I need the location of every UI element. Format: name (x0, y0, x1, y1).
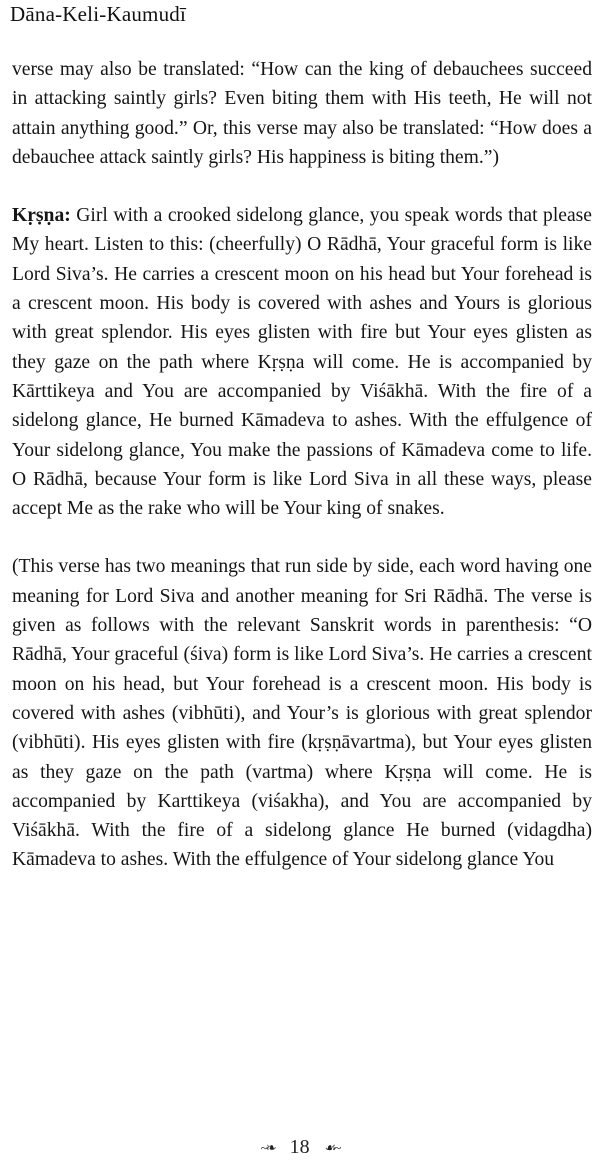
speaker-label: Kṛṣṇa: (12, 205, 71, 227)
paragraph-1 (12, 55, 592, 172)
paragraph-1-text: verse may also be translated: “How can the king of debauchees succeed in attacking saintly girls? Even biting them with His teeth, He will not attain anything good.” Or, this verse may also be translated: “How does a debauchee attack saintly girls? His happiness is biting them.”) (12, 59, 592, 168)
left-ornament-icon: ~❧ (260, 1140, 275, 1156)
paragraph-2-text: Girl with a crooked sidelong glance, you speak words that please My heart. Listen to this: (cheerfully) O Rādhā, Your graceful form is like Lord Siva’s. He carries a crescent moon on his head but Your forehead is a crescent moon. His body is covered with ashes and Yours is glorious with great splendor. His eyes glisten with fire but Your eyes glisten as they gaze on the path where Kṛṣṇa will come. He is accompanied by Kārttikeya and You are accompanied by Viśākhā. With the fire of a sidelong glance, He burned Kāmadeva to ashes. With the effulgence of Your sidelong glance, You make the passions of Kāmadeva come to life. O Rādhā, because Your form is like Lord Siva in all these ways, please accept Me as the rake who will be Your king of snakes. (12, 205, 592, 520)
page-footer (0, 1136, 600, 1159)
paragraph-3 (12, 552, 592, 874)
paragraph-2 (12, 201, 592, 523)
right-ornament-icon: ☙~ (324, 1140, 340, 1156)
paragraph-3-text: (This verse has two meanings that run side by side, each word having one meaning for Lord Siva and another meaning for Sri Rādhā. The verse is given as follows with the relevant Sanskrit words in parenthesis: “O Rādhā, Your graceful (śiva) form is like Lord Siva’s. He carries a crescent moon on his head, but Your forehead is a crescent moon. His body is covered with ashes (vibhūti), and Your’s is glorious with great splendor (vibhūti). His eyes glisten with fire (kṛṣṇāvartma), but Your eyes glisten as they gaze on the path (vartma) where Kṛṣṇa will come. He is accompanied by Karttikeya (viśakha), and You are accompanied by Viśākhā. With the fire of a sidelong glance He burned (vidagdha) Kāmadeva to ashes. With the effulgence of Your sidelong glance You (12, 556, 592, 871)
page-number: 18 (289, 1136, 310, 1158)
body-text (12, 55, 592, 875)
running-head: Dāna-Keli-Kaumudī (10, 2, 187, 26)
